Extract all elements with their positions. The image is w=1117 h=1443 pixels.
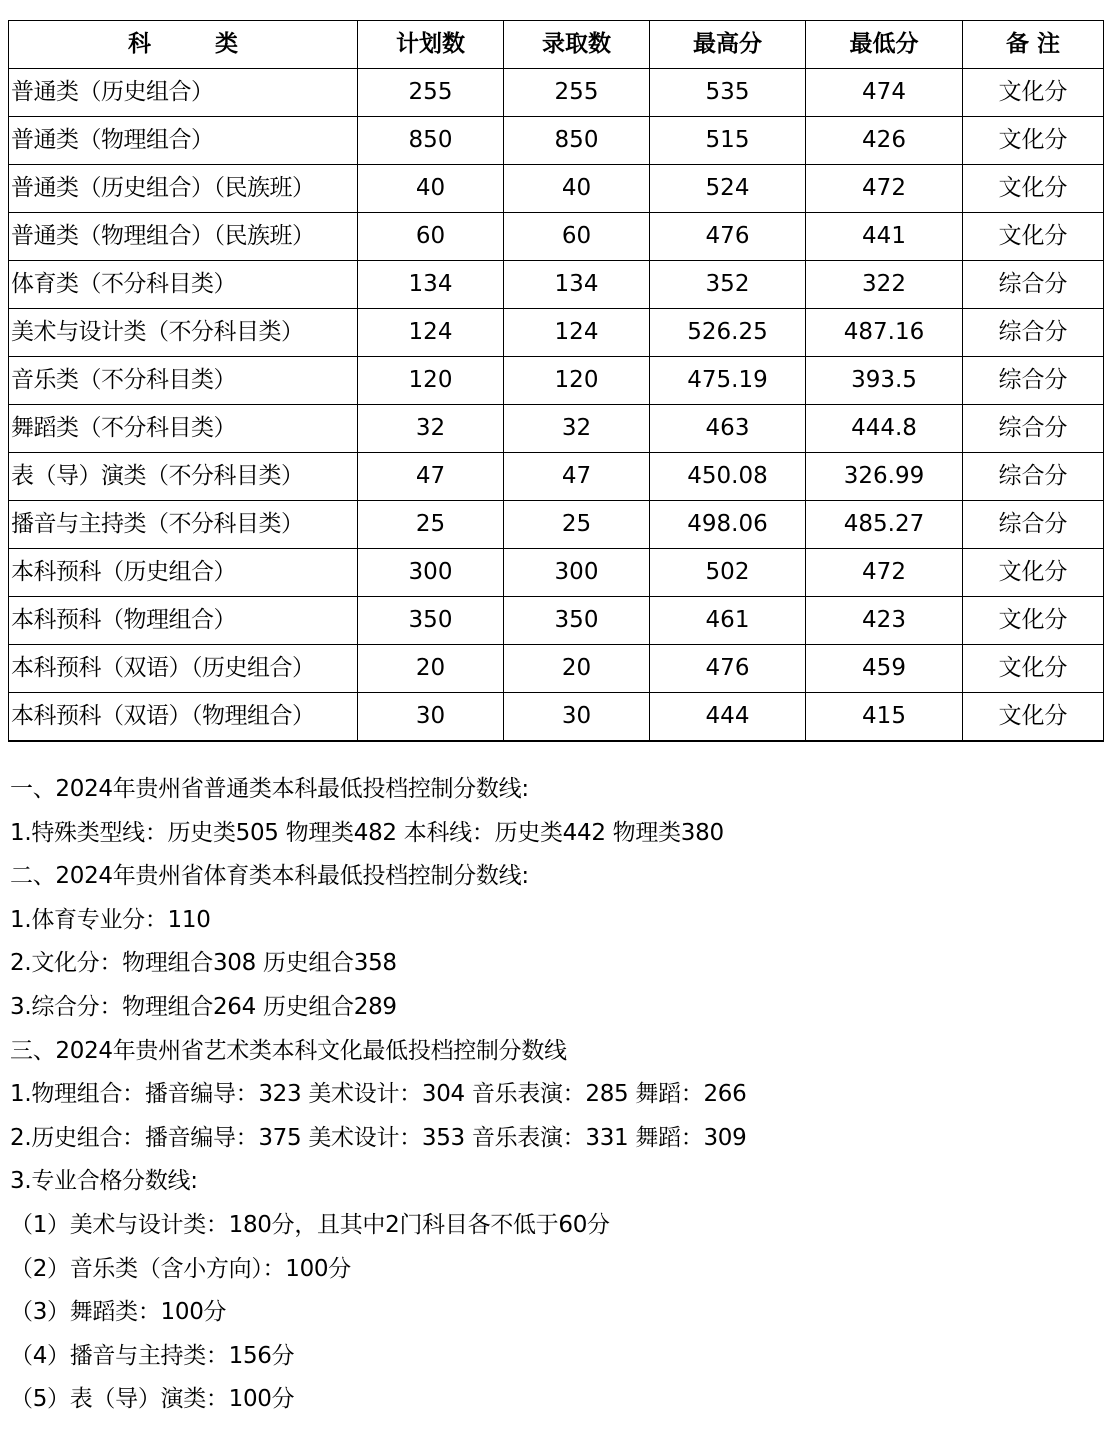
cell-note: 文化分 bbox=[963, 165, 1104, 213]
cell-admitted: 60 bbox=[504, 213, 650, 261]
cell-category: 播音与主持类（不分科目类） bbox=[9, 501, 358, 549]
cell-admitted: 40 bbox=[504, 165, 650, 213]
cell-min-score: 426 bbox=[806, 117, 963, 165]
cell-min-score: 459 bbox=[806, 645, 963, 693]
cell-plan: 32 bbox=[358, 405, 504, 453]
note-line: （3）舞蹈类：100分 bbox=[10, 1299, 227, 1326]
cell-max-score: 444 bbox=[650, 693, 806, 742]
cell-category: 本科预科（物理组合） bbox=[9, 597, 358, 645]
cell-plan: 47 bbox=[358, 453, 504, 501]
note-line: （4）播音与主持类：156分 bbox=[10, 1342, 295, 1369]
note-line: 1.特殊类型线：历史类505 物理类482 本科线：历史类442 物理类380 bbox=[10, 819, 724, 846]
cell-plan: 120 bbox=[358, 357, 504, 405]
cell-admitted: 30 bbox=[504, 693, 650, 742]
cell-note: 文化分 bbox=[963, 117, 1104, 165]
header-admitted: 录取数 bbox=[504, 21, 650, 69]
cell-max-score: 476 bbox=[650, 645, 806, 693]
cell-category: 普通类（物理组合）（民族班） bbox=[9, 213, 358, 261]
cell-plan: 134 bbox=[358, 261, 504, 309]
cell-admitted: 124 bbox=[504, 309, 650, 357]
cell-plan: 300 bbox=[358, 549, 504, 597]
note-line: 2.文化分：物理组合308 历史组合358 bbox=[10, 950, 397, 977]
note-line: 3.专业合格分数线: bbox=[10, 1168, 198, 1195]
cell-admitted: 47 bbox=[504, 453, 650, 501]
table-row bbox=[9, 69, 1104, 117]
cell-min-score: 485.27 bbox=[806, 501, 963, 549]
table-row bbox=[9, 309, 1104, 357]
table-header-row bbox=[9, 21, 1104, 69]
cell-min-score: 474 bbox=[806, 69, 963, 117]
cell-category: 普通类（历史组合）（民族班） bbox=[9, 165, 358, 213]
admission-scores-table bbox=[8, 20, 1104, 742]
note-line: 一、2024年贵州省普通类本科最低投档控制分数线: bbox=[10, 776, 529, 802]
table-row bbox=[9, 693, 1104, 742]
cell-max-score: 498.06 bbox=[650, 501, 806, 549]
cell-note: 文化分 bbox=[963, 645, 1104, 693]
cell-plan: 40 bbox=[358, 165, 504, 213]
header-plan: 计划数 bbox=[358, 21, 504, 69]
cell-category: 舞蹈类（不分科目类） bbox=[9, 405, 358, 453]
table-row bbox=[9, 645, 1104, 693]
cell-max-score: 463 bbox=[650, 405, 806, 453]
table-row bbox=[9, 261, 1104, 309]
cell-admitted: 32 bbox=[504, 405, 650, 453]
cell-category: 普通类（物理组合） bbox=[9, 117, 358, 165]
table-row bbox=[9, 453, 1104, 501]
cell-max-score: 526.25 bbox=[650, 309, 806, 357]
header-note: 备 注 bbox=[963, 21, 1104, 69]
cell-plan: 124 bbox=[358, 309, 504, 357]
cell-plan: 255 bbox=[358, 69, 504, 117]
cell-min-score: 472 bbox=[806, 549, 963, 597]
cell-note: 综合分 bbox=[963, 309, 1104, 357]
note-line: 三、2024年贵州省艺术类本科文化最低投档控制分数线 bbox=[10, 1037, 567, 1064]
cell-min-score: 393.5 bbox=[806, 357, 963, 405]
cell-min-score: 415 bbox=[806, 693, 963, 742]
header-category: 科 类 bbox=[9, 21, 358, 69]
cell-max-score: 524 bbox=[650, 165, 806, 213]
cell-max-score: 450.08 bbox=[650, 453, 806, 501]
cell-category: 美术与设计类（不分科目类） bbox=[9, 309, 358, 357]
cell-max-score: 352 bbox=[650, 261, 806, 309]
cell-plan: 30 bbox=[358, 693, 504, 742]
cell-category: 本科预科（历史组合） bbox=[9, 549, 358, 597]
table-row bbox=[9, 405, 1104, 453]
cell-note: 文化分 bbox=[963, 549, 1104, 597]
cell-category: 本科预科（双语）（历史组合） bbox=[9, 645, 358, 693]
cell-admitted: 850 bbox=[504, 117, 650, 165]
table-row bbox=[9, 501, 1104, 549]
note-line: （2）音乐类（含小方向）：100分 bbox=[10, 1255, 351, 1282]
cell-admitted: 350 bbox=[504, 597, 650, 645]
cell-admitted: 255 bbox=[504, 69, 650, 117]
table-row bbox=[9, 597, 1104, 645]
cell-admitted: 20 bbox=[504, 645, 650, 693]
note-line: 3.综合分：物理组合264 历史组合289 bbox=[10, 993, 397, 1020]
note-line: 1.物理组合：播音编导：323 美术设计：304 音乐表演：285 舞蹈：266 bbox=[10, 1081, 747, 1108]
cell-max-score: 475.19 bbox=[650, 357, 806, 405]
cell-max-score: 515 bbox=[650, 117, 806, 165]
table-row bbox=[9, 213, 1104, 261]
cell-max-score: 461 bbox=[650, 597, 806, 645]
cell-min-score: 487.16 bbox=[806, 309, 963, 357]
cell-note: 综合分 bbox=[963, 405, 1104, 453]
cell-note: 综合分 bbox=[963, 261, 1104, 309]
note-line: 2.历史组合：播音编导：375 美术设计：353 音乐表演：331 舞蹈：309 bbox=[10, 1124, 747, 1151]
cell-category: 本科预科（双语）（物理组合） bbox=[9, 693, 358, 742]
cell-plan: 850 bbox=[358, 117, 504, 165]
cell-max-score: 476 bbox=[650, 213, 806, 261]
cell-note: 文化分 bbox=[963, 69, 1104, 117]
cell-min-score: 472 bbox=[806, 165, 963, 213]
table-row bbox=[9, 117, 1104, 165]
cell-category: 表（导）演类（不分科目类） bbox=[9, 453, 358, 501]
cell-category: 体育类（不分科目类） bbox=[9, 261, 358, 309]
cell-category: 普通类（历史组合） bbox=[9, 69, 358, 117]
note-line: 1.体育专业分：110 bbox=[10, 906, 211, 933]
cell-plan: 25 bbox=[358, 501, 504, 549]
cell-category: 音乐类（不分科目类） bbox=[9, 357, 358, 405]
cell-note: 文化分 bbox=[963, 693, 1104, 742]
cell-note: 文化分 bbox=[963, 597, 1104, 645]
cell-min-score: 326.99 bbox=[806, 453, 963, 501]
cell-note: 综合分 bbox=[963, 501, 1104, 549]
cell-note: 综合分 bbox=[963, 453, 1104, 501]
cell-min-score: 423 bbox=[806, 597, 963, 645]
cell-admitted: 300 bbox=[504, 549, 650, 597]
header-max-score: 最高分 bbox=[650, 21, 806, 69]
cell-admitted: 25 bbox=[504, 501, 650, 549]
cell-note: 综合分 bbox=[963, 357, 1104, 405]
note-line: （1）美术与设计类：180分，且其中2门科目各不低于60分 bbox=[10, 1211, 610, 1238]
cell-plan: 350 bbox=[358, 597, 504, 645]
cell-plan: 60 bbox=[358, 213, 504, 261]
cell-admitted: 134 bbox=[504, 261, 650, 309]
cell-plan: 20 bbox=[358, 645, 504, 693]
cell-min-score: 441 bbox=[806, 213, 963, 261]
note-line: 二、2024年贵州省体育类本科最低投档控制分数线: bbox=[10, 863, 529, 890]
cell-min-score: 322 bbox=[806, 261, 963, 309]
notes-section bbox=[10, 768, 1100, 1422]
cell-max-score: 535 bbox=[650, 69, 806, 117]
table-row bbox=[9, 357, 1104, 405]
table-row bbox=[9, 165, 1104, 213]
table-row bbox=[9, 549, 1104, 597]
header-min-score: 最低分 bbox=[806, 21, 963, 69]
cell-note: 文化分 bbox=[963, 213, 1104, 261]
note-line: （5）表（导）演类：100分 bbox=[10, 1386, 295, 1413]
cell-admitted: 120 bbox=[504, 357, 650, 405]
cell-min-score: 444.8 bbox=[806, 405, 963, 453]
cell-max-score: 502 bbox=[650, 549, 806, 597]
